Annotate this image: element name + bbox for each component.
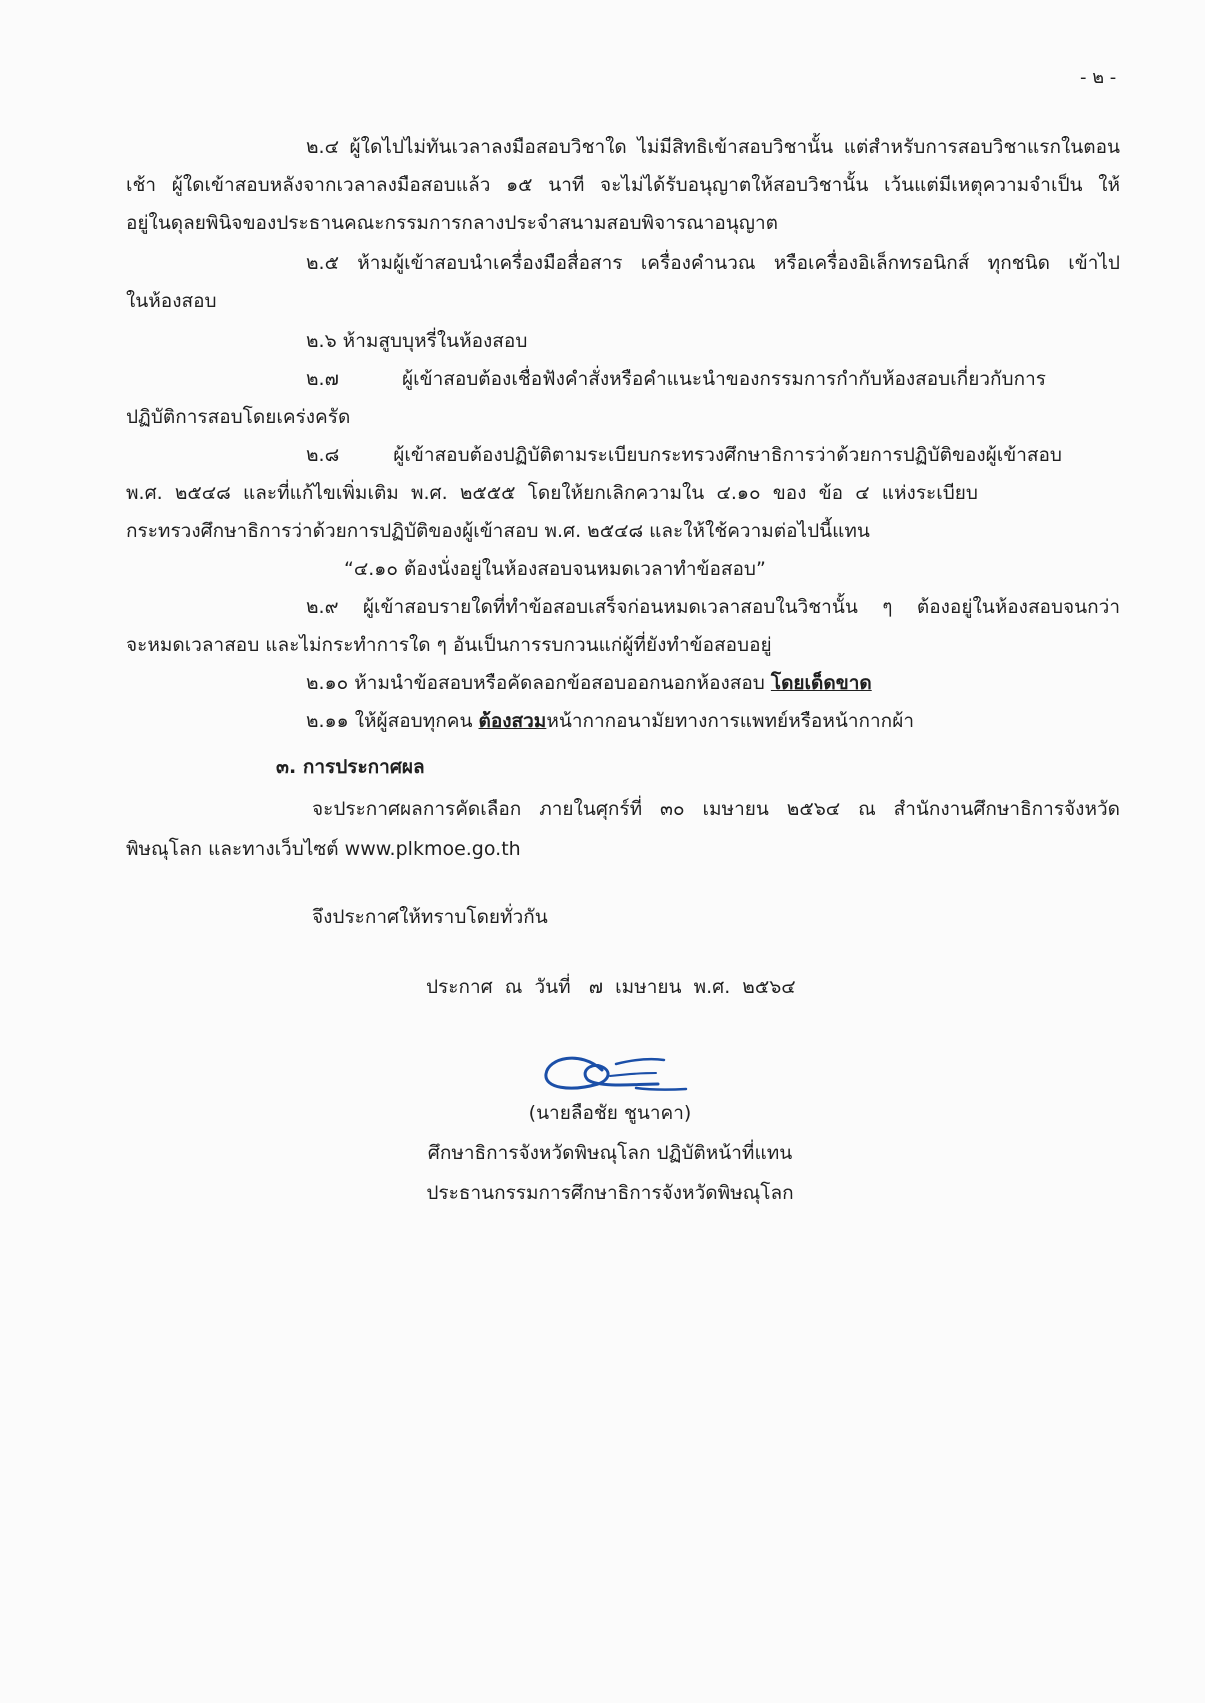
section-3-line-2: พิษณุโลก และทางเว็บไซต์ www.plkmoe.go.th (126, 838, 521, 860)
closing-announcement: จึงประกาศให้ทราบโดยทั่วกัน (312, 906, 548, 928)
rule-2-5-line-2: ในห้องสอบ (126, 290, 217, 312)
rule-2-10-emphasis: โดยเด็ดขาด (770, 672, 872, 694)
rule-2-9-line-1: ๒.๙ ผู้เข้าสอบรายใดที่ทำข้อสอบเสร็จก่อนหมดเวลาสอบในวิชานั้น ๆ ต้องอยู่ในห้องสอบจนกว่า (306, 596, 1120, 618)
announcement-date: ประกาศ ณ วันที่ ๗ เมษายน พ.ศ. ๒๕๖๔ (426, 976, 796, 998)
rule-2-4-line-2: เช้า ผู้ใดเข้าสอบหลังจากเวลาลงมือสอบแล้ว ๑๕ นาที จะไม่ได้รับอนุญาตให้สอบวิชานั้น เว้นแต่มีเหตุความจำเป็น ให้ (126, 174, 1120, 196)
page-number: - ๒ - (1080, 67, 1117, 88)
rule-2-7-line-1: ๒.๗ ผู้เข้าสอบต้องเชื่อฟังคำสั่งหรือคำแนะนำของกรรมการกำกับห้องสอบเกี่ยวกับการ (306, 368, 1046, 390)
signature-image (540, 1040, 690, 1100)
rule-2-4-line-1: ๒.๔ ผู้ใดไปไม่ทันเวลาลงมือสอบวิชาใด ไม่มีสิทธิเข้าสอบวิชานั้น แต่สำหรับการสอบวิชาแรกในตอน (306, 136, 1120, 158)
signatory-position-2: ประธานกรรมการศึกษาธิการจังหวัดพิษณุโลก (426, 1182, 794, 1204)
rule-2-10 (306, 670, 872, 696)
rule-2-9-line-2: จะหมดเวลาสอบ และไม่กระทำการใด ๆ อันเป็นการรบกวนแก่ผู้ที่ยังทำข้อสอบอยู่ (126, 634, 772, 656)
rule-2-8-line-2: พ.ศ. ๒๕๔๘ และที่แก้ไขเพิ่มเติม พ.ศ. ๒๕๕๕ โดยให้ยกเลิกความใน ๔.๑๐ ของ ข้อ ๔ แห่งระเบียบ (126, 482, 978, 504)
section-3-heading: ๓. การประกาศผล (276, 756, 425, 778)
rule-2-11 (306, 708, 914, 734)
rule-2-7-line-2: ปฏิบัติการสอบโดยเคร่งครัด (126, 406, 351, 428)
rule-2-4-line-3: อยู่ในดุลยพินิจของประธานคณะกรรมการกลางประจำสนามสอบพิจารณาอนุญาต (126, 212, 778, 234)
rule-2-10-text: ๒.๑๐ ห้ามนำข้อสอบหรือคัดลอกข้อสอบออกนอกห้องสอบ (306, 672, 771, 694)
rule-2-8-line-1: ๒.๘ ผู้เข้าสอบต้องปฏิบัติตามระเบียบกระทรวงศึกษาธิการว่าด้วยการปฏิบัติของผู้เข้าสอบ (306, 444, 1062, 466)
rule-2-5-line-1: ๒.๕ ห้ามผู้เข้าสอบนำเครื่องมือสื่อสาร เครื่องคำนวณ หรือเครื่องอิเล็กทรอนิกส์ ทุกชนิด เข้าไป (306, 252, 1120, 274)
signatory-name: (นายลือชัย ชูนาคา) (528, 1102, 692, 1124)
rule-2-6-line-1: ๒.๖ ห้ามสูบบุหรี่ในห้องสอบ (306, 330, 528, 352)
rule-2-11-emphasis: ต้องสวม (478, 710, 547, 732)
signatory-position-1: ศึกษาธิการจังหวัดพิษณุโลก ปฏิบัติหน้าที่แทน (427, 1142, 793, 1164)
rule-2-8-quote: “๔.๑๐ ต้องนั่งอยู่ในห้องสอบจนหมดเวลาทำข้อสอบ” (344, 558, 766, 580)
rule-2-11-text: ๒.๑๑ ให้ผู้สอบทุกคน (306, 710, 479, 732)
rule-2-11-suffix: หน้ากากอนามัยทางการแพทย์หรือหน้ากากผ้า (546, 710, 914, 732)
section-3-line-1: จะประกาศผลการคัดเลือก ภายในศุกร์ที่ ๓๐ เมษายน ๒๕๖๔ ณ สำนักงานศึกษาธิการจังหวัด (312, 798, 1120, 820)
rule-2-8-line-3: กระทรวงศึกษาธิการว่าด้วยการปฏิบัติของผู้เข้าสอบ พ.ศ. ๒๕๔๘ และให้ใช้ความต่อไปนี้แทน (126, 520, 870, 542)
